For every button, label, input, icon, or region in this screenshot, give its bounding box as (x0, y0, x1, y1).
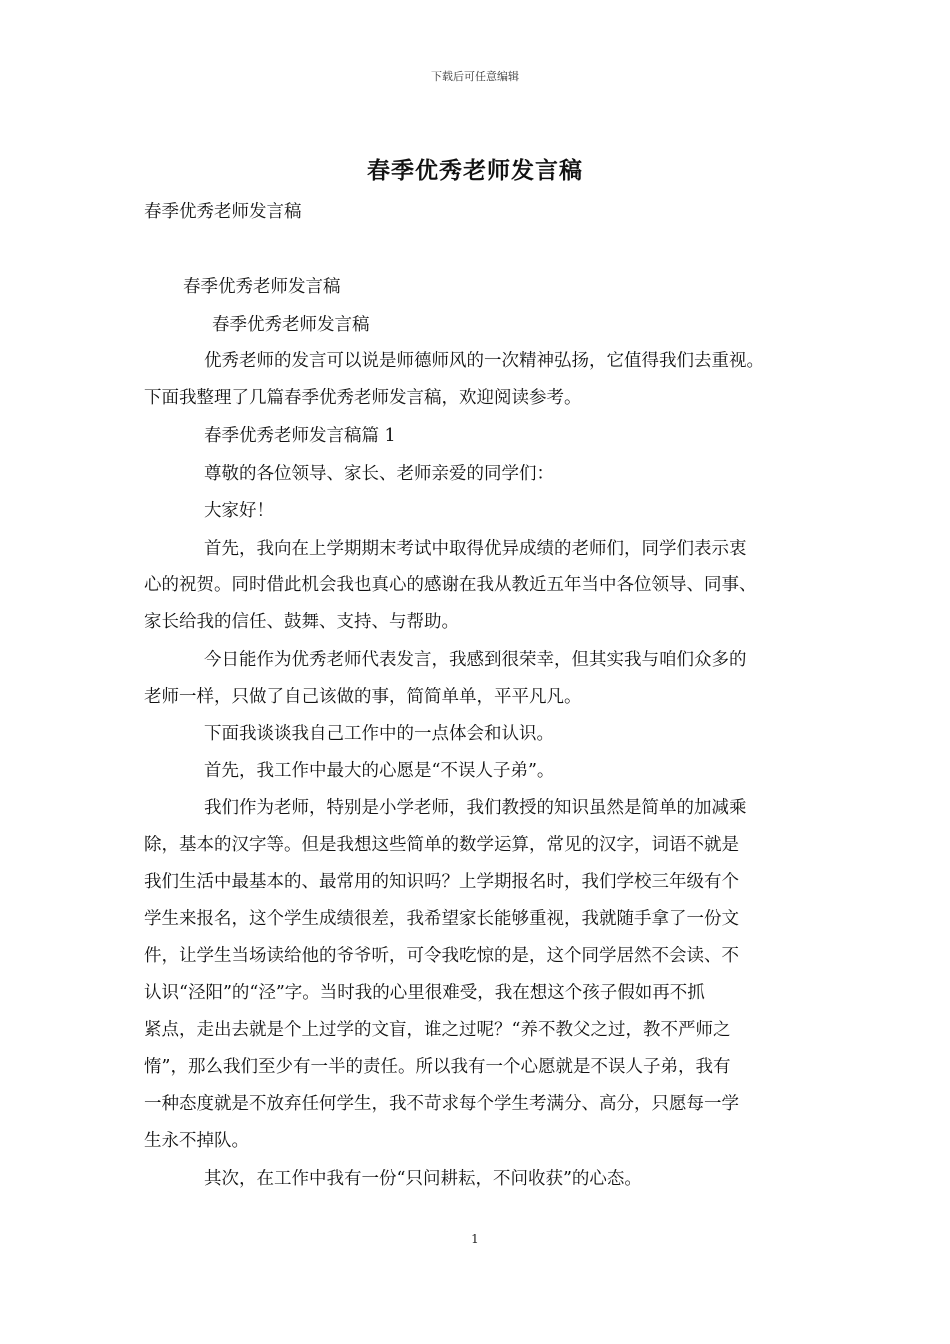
paragraph-line: 其次，在工作中我有一份“只问耕耘，不问收获”的心态。 (204, 1169, 642, 1189)
salutation-line: 尊敬的各位领导、家长、老师亲爱的同学们： (204, 464, 554, 484)
heading-line: 春季优秀老师发言稿 (212, 315, 370, 335)
paragraph-line: 今日能作为优秀老师代表发言，我感到很荣幸，但其实我与咱们众多的 (204, 650, 747, 670)
paragraph-line: 学生来报名，这个学生成绩很差，我希望家长能够重视，我就随手拿了一份文 (144, 909, 739, 929)
page-number: 1 (471, 1232, 479, 1246)
subtitle-line: 春季优秀老师发言稿 (144, 202, 302, 222)
paragraph-line: 认识“泾阳”的“泾”字。当时我的心里很难受，我在想这个孩子假如再不抓 (144, 983, 705, 1003)
greeting-line: 大家好！ (204, 501, 274, 521)
paragraph-line: 下面我整理了几篇春季优秀老师发言稿，欢迎阅读参考。 (144, 388, 582, 408)
paragraph-line: 优秀老师的发言可以说是师德师风的一次精神弘扬，它值得我们去重视。 (204, 351, 764, 371)
paragraph-line: 首先，我向在上学期期末考试中取得优异成绩的老师们，同学们表示衷 (204, 539, 747, 559)
paragraph-line: 件，让学生当场读给他的爷爷听，可令我吃惊的是，这个同学居然不会读、不 (144, 946, 739, 966)
paragraph-line: 老师一样，只做了自己该做的事，简简单单，平平凡凡。 (144, 687, 582, 707)
document-title: 春季优秀老师发言稿 (367, 157, 583, 184)
paragraph-line: 生永不掉队。 (144, 1131, 249, 1151)
paragraph-line: 我们作为老师，特别是小学老师，我们教授的知识虽然是简单的加减乘 (204, 798, 747, 818)
paragraph-line: 紧点，走出去就是个上过学的文盲，谁之过呢？“养不教父之过，教不严师之 (144, 1020, 731, 1040)
paragraph-line: 心的祝贺。同时借此机会我也真心的感谢在我从教近五年当中各位领导、同事、 (144, 575, 757, 595)
paragraph-line: 我们生活中最基本的、最常用的知识吗？上学期报名时，我们学校三年级有个 (144, 872, 739, 892)
heading-line: 春季优秀老师发言稿 (183, 277, 341, 297)
paragraph-line: 下面我谈谈我自己工作中的一点体会和认识。 (204, 724, 554, 744)
paragraph-line: 一种态度就是不放弃任何学生，我不苛求每个学生考满分、高分，只愿每一学 (144, 1094, 739, 1114)
paragraph-line: 家长给我的信任、鼓舞、支持、与帮助。 (144, 612, 459, 632)
header-note: 下载后可任意编辑 (431, 70, 519, 83)
section-heading: 春季优秀老师发言稿篇 1 (204, 426, 396, 446)
paragraph-line: 除，基本的汉字等。但是我想这些简单的数学运算，常见的汉字，词语不就是 (144, 835, 739, 855)
paragraph-line: 首先，我工作中最大的心愿是“不误人子弟”。 (204, 761, 555, 781)
paragraph-line: 惰”，那么我们至少有一半的责任。所以我有一个心愿就是不误人子弟，我有 (144, 1057, 731, 1077)
